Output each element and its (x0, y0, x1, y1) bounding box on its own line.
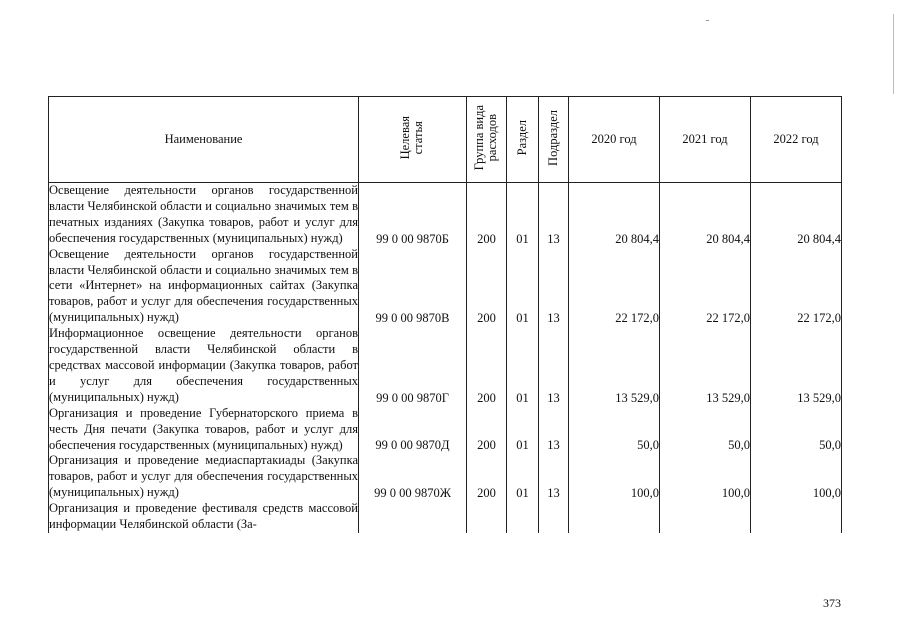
budget-table (48, 96, 842, 533)
row-group: 200 (467, 406, 507, 454)
header-target: Целевая статья (359, 97, 467, 183)
row-2020: 50,0 (569, 406, 660, 454)
row-section: 01 (507, 183, 539, 247)
scan-mark (706, 20, 709, 21)
row-2021: 100,0 (660, 453, 751, 501)
header-subsection: Подраздел (539, 97, 569, 183)
row-subsection: 13 (539, 406, 569, 454)
row-section: 01 (507, 247, 539, 327)
row-target: 99 0 00 9870Г (359, 326, 467, 406)
header-2021: 2021 год (660, 97, 751, 183)
row-2021: 13 529,0 (660, 326, 751, 406)
header-2022: 2022 год (751, 97, 842, 183)
table-row (49, 406, 842, 454)
row-subsection (539, 501, 569, 533)
row-2022: 20 804,4 (751, 183, 842, 247)
row-name: Организация и проведение медиаспартакиады (Закупка товаров, работ и услуг для обеспечения государственных (муниципальных) нужд) (49, 453, 358, 500)
row-2022: 22 172,0 (751, 247, 842, 327)
row-2021 (660, 501, 751, 533)
header-group: Группа вида расходов (467, 97, 507, 183)
row-section: 01 (507, 453, 539, 501)
row-group: 200 (467, 453, 507, 501)
table-row (49, 501, 842, 533)
scan-edge (893, 14, 894, 94)
row-target: 99 0 00 9870В (359, 247, 467, 327)
row-name: Освещение деятельности органов государственной власти Челябинской области и социально значимых тем в сети «Интернет» на информационных сайтах (Закупка товаров, работ и услуг для обеспечения государственных (муниципальных) нужд) (49, 246, 358, 325)
header-name: Наименование (49, 97, 359, 183)
row-2020: 22 172,0 (569, 247, 660, 327)
row-subsection: 13 (539, 183, 569, 247)
row-group (467, 501, 507, 533)
row-name: Информационное освещение деятельности органов государственной власти Челябинской области в средствах массовой информации (Закупка товаров, работ и услуг для обеспечения государственных (муниципальных) нужд) (49, 326, 358, 404)
row-2022: 50,0 (751, 406, 842, 454)
row-subsection: 13 (539, 453, 569, 501)
row-2020 (569, 501, 660, 533)
row-target: 99 0 00 9870Ж (359, 453, 467, 501)
row-target (359, 501, 467, 533)
row-2020: 100,0 (569, 453, 660, 501)
row-2021: 50,0 (660, 406, 751, 454)
row-section: 01 (507, 406, 539, 454)
row-subsection: 13 (539, 326, 569, 406)
row-2021: 22 172,0 (660, 247, 751, 327)
row-name: Организация и проведение фестиваля средств массовой информации Челябинской области (За- (49, 501, 358, 532)
row-2022: 13 529,0 (751, 326, 842, 406)
row-section: 01 (507, 326, 539, 406)
row-target: 99 0 00 9870Б (359, 183, 467, 247)
row-name: Освещение деятельности органов государственной власти Челябинской области и социально значимых тем в печатных изданиях (Закупка товаров, работ и услуг для обеспечения государственных (муниципальных) нужд) (49, 183, 358, 245)
header-2020: 2020 год (569, 97, 660, 183)
row-section (507, 501, 539, 533)
row-group: 200 (467, 247, 507, 327)
table-row (49, 183, 842, 247)
row-subsection: 13 (539, 247, 569, 327)
row-2021: 20 804,4 (660, 183, 751, 247)
table-header-row (49, 97, 842, 183)
row-group: 200 (467, 183, 507, 247)
row-2022 (751, 501, 842, 533)
row-2022: 100,0 (751, 453, 842, 501)
row-group: 200 (467, 326, 507, 406)
table-row (49, 326, 842, 406)
table-row (49, 453, 842, 501)
table-row (49, 247, 842, 327)
row-2020: 20 804,4 (569, 183, 660, 247)
page-number: 373 (823, 596, 841, 610)
row-target: 99 0 00 9870Д (359, 406, 467, 454)
row-name: Организация и проведение Губернаторского приема в честь Дня печати (Закупка товаров, работ и услуг для обеспечения государственных (муниципальных) нужд) (49, 405, 358, 452)
row-2020: 13 529,0 (569, 326, 660, 406)
header-section: Раздел (507, 97, 539, 183)
